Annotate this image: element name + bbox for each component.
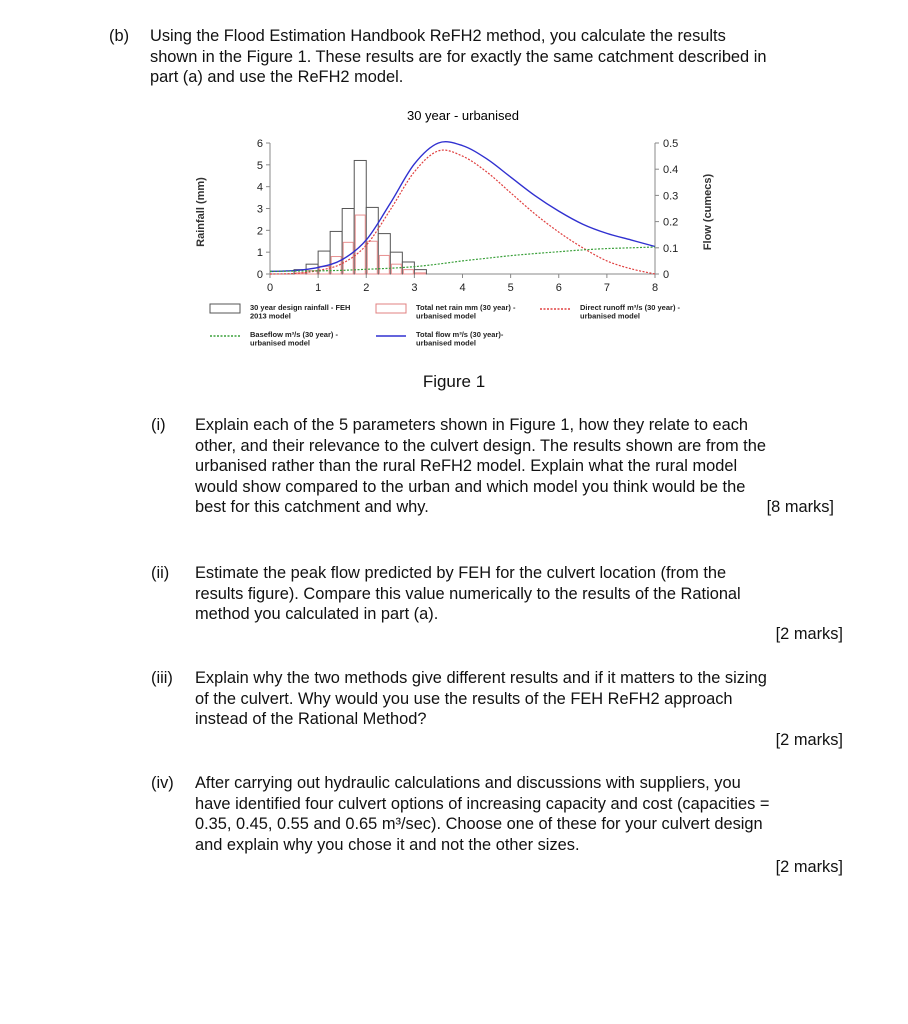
question-line: have identified four culvert options of increasing capacity and cost (capacities = xyxy=(195,794,770,813)
question-label: (iii) xyxy=(151,669,173,687)
x-tick-label: 8 xyxy=(651,282,659,294)
legend-swatch-rainfall xyxy=(210,304,240,313)
rainfall-bar xyxy=(354,160,366,274)
legend-label-netrain-2: urbanised model xyxy=(416,311,477,321)
question-marks: [2 marks] xyxy=(775,731,843,749)
question-text xyxy=(195,563,741,625)
y-tick-label: 2 xyxy=(256,225,263,238)
rainfall-bar xyxy=(342,209,354,275)
x-tick-label: 5 xyxy=(507,282,514,294)
question-line: 0.35, 0.45, 0.55 and 0.65 m³/sec). Choose one of these for your culvert design xyxy=(195,815,763,833)
x-tick-label: 6 xyxy=(555,282,562,294)
y-tick-label: 5 xyxy=(256,159,263,172)
question-line: of the culvert. Why would you use the results of the FEH ReFH2 approach xyxy=(195,689,733,708)
y-tick-label: 3 xyxy=(256,203,263,216)
y-tick-label: 1 xyxy=(256,247,263,260)
legend-label-netrain: Total net rain mm (30 year) - xyxy=(416,303,516,312)
rainfall-bar xyxy=(378,234,390,274)
question-line: Explain each of the 5 parameters shown in Figure 1, how they relate to each xyxy=(195,416,749,434)
y2-axis-label: Flow (cumecs) xyxy=(702,173,714,251)
chart-title: 30 year - urbanised xyxy=(406,108,520,123)
question-marks: [2 marks] xyxy=(775,625,843,643)
y2-tick-label: 0.4 xyxy=(663,164,679,177)
question-label: (i) xyxy=(151,416,166,434)
y2-tick-label: 0.5 xyxy=(663,138,679,150)
x-tick-label: 3 xyxy=(411,282,418,294)
legend-label-baseflow: Baseflow m³/s (30 year) - xyxy=(250,330,338,339)
legend-label-rainfall: 30 year design rainfall - FEH xyxy=(250,303,351,312)
y-axis-label: Rainfall (mm) xyxy=(195,177,207,247)
question-line: and explain why you chose it and not the other sizes. xyxy=(195,835,580,854)
x-tick-label: 2 xyxy=(363,282,370,294)
part-b-label: (b) xyxy=(109,27,130,45)
y2-tick-label: 0 xyxy=(663,269,670,281)
y2-tick-label: 0.3 xyxy=(663,190,679,203)
question-marks: [2 marks] xyxy=(775,858,843,876)
y2-tick-label: 0.2 xyxy=(663,216,679,229)
question-line: Explain why the two methods give different results and if it matters to the sizing xyxy=(195,669,767,687)
part-b-line: shown in the Figure 1. These results are for exactly the same catchment described in xyxy=(150,47,767,66)
legend-swatch-netrain xyxy=(376,304,406,313)
y-tick-label: 4 xyxy=(256,181,263,194)
legend-label-direct: Direct runoff m³/s (30 year) - xyxy=(580,303,681,312)
legend-label-rainfall-2: 2013 model xyxy=(250,311,291,321)
x-tick-label: 0 xyxy=(266,282,274,294)
question-line: urbanised rather than the rural ReFH2 model. Explain what the rural model xyxy=(195,457,738,475)
figure-1-chart xyxy=(0,0,908,372)
question-line: Estimate the peak flow predicted by FEH for the culvert location (from the xyxy=(195,564,727,582)
x-tick-label: 4 xyxy=(459,282,466,294)
question-line: would show compared to the urban and which model you think would be the xyxy=(195,477,746,496)
question-line: method you calculated in part (a). xyxy=(195,605,439,623)
rainfall-bar xyxy=(366,207,378,274)
legend-label-baseflow-2: urbanised model xyxy=(250,338,311,348)
legend-label-total: Total flow m³/s (30 year)- xyxy=(416,330,504,339)
legend xyxy=(210,303,681,348)
question-label: (ii) xyxy=(151,564,170,582)
y-tick-label: 6 xyxy=(256,138,263,150)
question-line: instead of the Rational Method? xyxy=(195,710,427,728)
y2-tick-label: 0.1 xyxy=(663,242,679,255)
figure-caption: Figure 1 xyxy=(422,372,486,391)
question-line: best for this catchment and why. xyxy=(195,498,429,516)
part-b-line: Using the Flood Estimation Handbook ReFH2 method, you calculate the results xyxy=(150,27,726,45)
rainfall-bar xyxy=(390,252,402,274)
x-tick-label: 1 xyxy=(315,282,322,294)
question-line: After carrying out hydraulic calculations and discussions with suppliers, you xyxy=(195,774,741,792)
question-line: other, and their relevance to the culvert design. The results shown are from the xyxy=(195,436,766,455)
question-text xyxy=(195,415,766,518)
question-text xyxy=(195,773,769,855)
question-text xyxy=(195,668,767,730)
y-tick-label: 0 xyxy=(256,269,263,281)
legend-label-total-2: urbanised model xyxy=(416,338,477,348)
plot-area xyxy=(257,138,678,294)
part-b-line: part (a) and use the ReFH2 model. xyxy=(150,68,404,86)
rainfall-bar xyxy=(330,231,342,274)
question-marks: [8 marks] xyxy=(766,498,834,516)
question-line: results figure). Compare this value numerically to the results of the Rational xyxy=(195,584,741,603)
legend-label-direct-2: urbanised model xyxy=(580,311,641,321)
question-label: (iv) xyxy=(151,774,174,792)
x-tick-label: 7 xyxy=(603,282,610,294)
